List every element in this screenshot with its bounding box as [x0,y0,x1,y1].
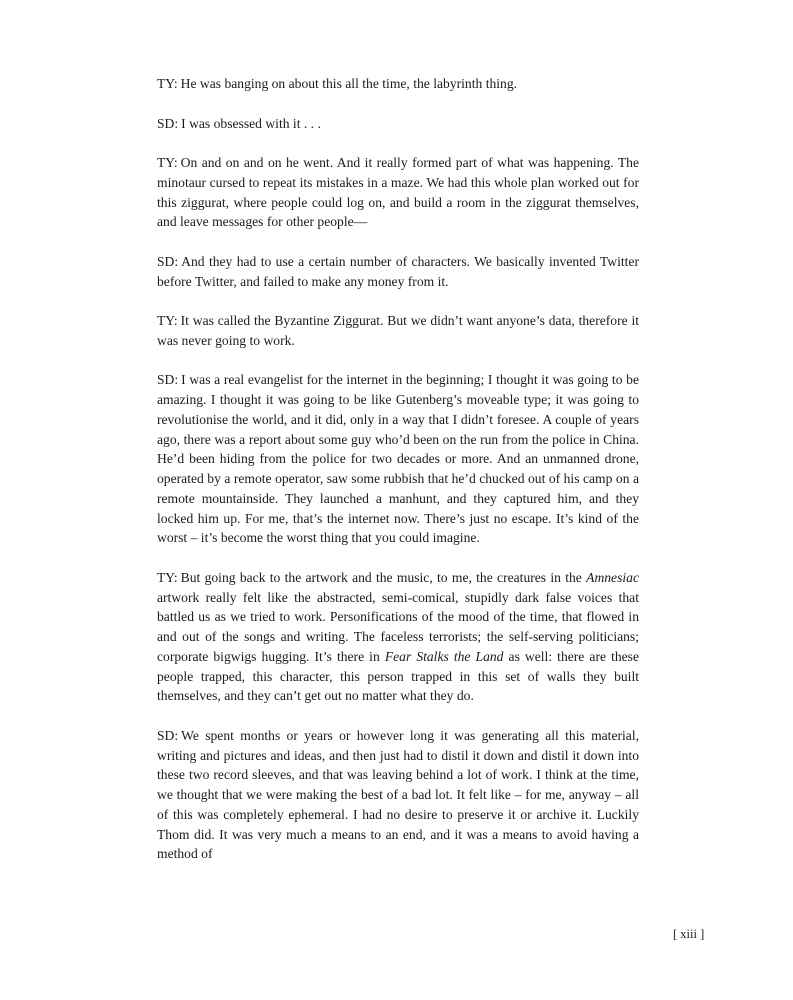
paragraph-text: It was called the Byzantine Ziggurat. But we didn’t want anyone’s data, therefore it was never going to work. [157,313,639,348]
speaker-label: TY: [157,313,178,328]
paragraph-4 [157,252,639,292]
speaker-label: SD: [157,253,179,269]
paragraph-7 [157,568,639,706]
paragraph-text: On and on and on he went. And it really formed part of what was happening. The minotaur cursed to repeat its mistakes in a maze. We had this whole plan worked out for this ziggurat, where people could log on, and build a room in the ziggurat themselves, and leave messages for other people— [157,155,639,230]
speaker-label: TY: [157,76,178,91]
speaker-label: SD: [157,727,179,743]
paragraph-text: artwork really felt like the abstracted, semi-comical, stupidly dark false voices that battled us as we tried to work. Personifications of the mood of the time, that flowed in and out of the songs and writing. The faceless terrorists; the self-serving politicians; corporate bigwigs hugging. It’s there in [157,589,639,664]
paragraph-text: as well: there are these people trapped, this character, this person trapped in this set of walls they built themselves, and they can’t get out no matter what they do. [157,648,639,704]
speaker-label: SD: [157,115,179,131]
speaker-label: SD: [157,372,179,388]
paragraph-1 [157,74,639,94]
paragraph-3 [157,153,639,232]
song-title-fear-stalks-the-land: Fear Stalks the Land [384,648,504,664]
paragraph-8 [157,726,639,864]
page-number: [ xiii ] [673,927,705,941]
paragraph-2 [157,114,639,134]
paragraph-text: I was a real evangelist for the internet in the beginning; I thought it was going to be amazing. I thought it was going to be like Gutenberg’s moveable type; it was going to revolutionise the world, and it did, only in a way that I didn’t foresee. A couple of years ago, there was a report about some guy who’d been on the run from the police in China. He’d been hiding from the police for two decades or more. And an unmanned drone, operated by a remote operator, saw some rubbish that he’d chucked out of his camp on a remote mountainside. They launched a manhunt, and they captured him, and they locked him up. For me, that’s the internet now. There’s just no escape. It’s kind of the worst – it’s become the worst thing that you could imagine. [157,372,639,546]
paragraph-5 [157,311,639,351]
paragraph-text: And they had to use a certain number of characters. We basically invented Twitter before Twitter, and failed to make any money from it. [157,253,639,289]
paragraph-text: He was banging on about this all the time, the labyrinth thing. [180,76,518,91]
album-title-amnesiac: Amnesiac [586,569,639,585]
paragraph-text: But going back to the artwork and the music, to me, the creatures in the [180,569,587,585]
speaker-label: TY: [157,155,178,170]
speaker-label: TY: [157,569,178,585]
paragraph-text: We spent months or years or however long it was generating all this material, writing and pictures and ideas, and then just had to distil it down and distil it down into these two record sleeves, and that was leaving behind a lot of work. I think at the time, we thought that we were making the best of a bad lot. It felt like – for me, anyway – all of this was completely ephemeral. I had no desire to preserve it or archive it. Luckily Thom did. It was very much a means to an end, and it was a means to avoid having a method of [157,727,639,862]
paragraph-text: I was obsessed with it . . . [181,115,321,131]
page-body [157,74,639,864]
paragraph-6 [157,370,639,548]
